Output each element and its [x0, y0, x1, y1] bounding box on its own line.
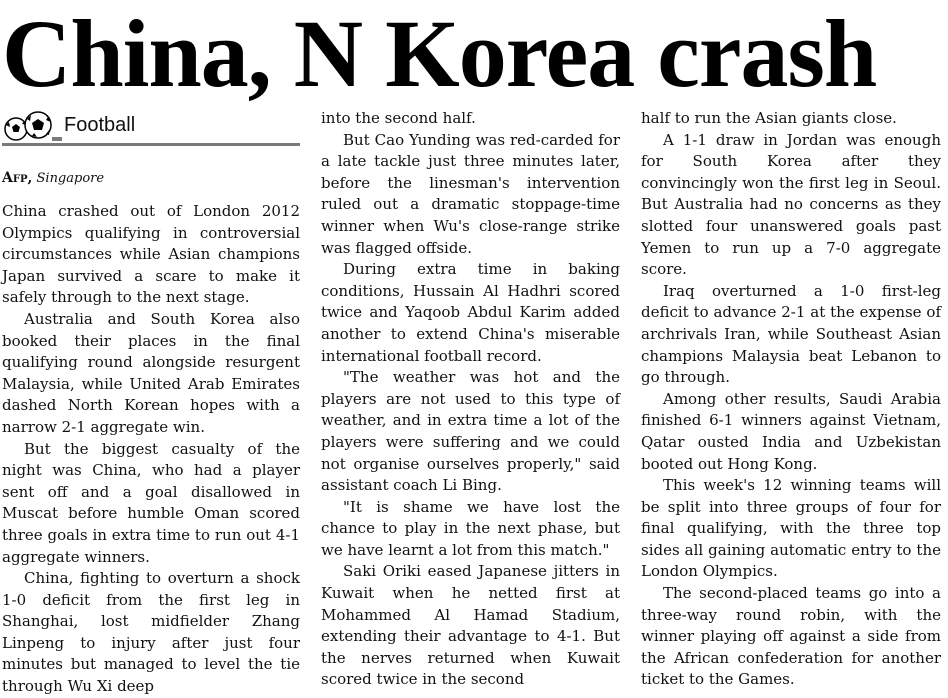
- paragraph: into the second half.: [321, 109, 476, 127]
- paragraph: But the biggest casualty of the night was China, who had a player sent off and a goal disallowed in Muscat before humble Oman scored three goals in extra time to run out 4-1 aggregate winners.: [2, 439, 300, 566]
- section-rule: [2, 143, 300, 146]
- section-label-bar: [2, 110, 300, 146]
- paragraph: "The weather was hot and the players are not used to this type of weather, and in extra time a lot of the players were suffering and we could not organise ourselves properly," said assistant coach Li Bing.: [321, 368, 620, 495]
- football-icon: [2, 111, 62, 141]
- paragraph: Among other results, Saudi Arabia finished 6-1 winners against Vietnam, Qatar ousted India and Uzbekistan booted out Hong Kong.: [641, 389, 941, 473]
- byline-agency: Afp,: [2, 170, 33, 186]
- column-2: [321, 108, 620, 691]
- paragraph: "It is shame we have lost the chance to play in the next phase, but we have learnt a lot from this match.": [321, 497, 620, 559]
- paragraph: China, fighting to overturn a shock 1-0 deficit from the first leg in Shanghai, lost midfielder Zhang Linpeng to injury after just four minutes but managed to level the tie through Wu Xi deep: [2, 569, 300, 696]
- paragraph: Iraq overturned a 1-0 first-leg deficit to advance 2-1 at the expense of archrivals Iran, while Southeast Asian champions Malaysia beat Lebanon to go through.: [641, 281, 941, 387]
- paragraph: During extra time in baking conditions, Hussain Al Hadhri scored twice and Yaqoob Abdul Karim added another to extend China's miserable international football record.: [321, 260, 620, 365]
- paragraph: This week's 12 winning teams will be split into three groups of four for final qualifying, with the three top sides all gaining automatic entry to the London Olympics.: [641, 476, 941, 581]
- paragraph: But Cao Yunding was red-carded for a late tackle just three minutes later, before the linesman's intervention ruled out a dramatic stoppage-time winner when Wu's close-range strike was flagged offside.: [321, 130, 620, 257]
- headline: China, N Korea crash: [2, 0, 877, 107]
- paragraph: The second-placed teams go into a three-way round robin, with the winner playing off against a side from the African confederation for another ticket to the Games.: [641, 584, 941, 689]
- paragraph: A 1-1 draw in Jordan was enough for South Korea after they convincingly won the first leg in Seoul. But Australia had no concerns as they slotted four unanswered goals past Yemen to run up a 7-0 aggregate score.: [641, 130, 941, 279]
- paragraph: Australia and South Korea also booked their places in the final qualifying round alongside resurgent Malaysia, while United Arab Emirates dashed North Korean hopes with a narrow 2-1 aggregate win.: [2, 309, 300, 436]
- paragraph: Saki Oriki eased Japanese jitters in Kuwait when he netted first at Mohammed Al Hamad Stadium, extending their advantage to 4-1. But the nerves returned when Kuwait scored twice in the second: [321, 562, 620, 689]
- paragraph: China crashed out of London 2012 Olympics qualifying in controversial circumstances while Asian champions Japan survived a scare to make it safely through to the next stage.: [2, 202, 300, 307]
- section-label: Football: [64, 114, 136, 137]
- paragraph: half to run the Asian giants close.: [641, 109, 897, 127]
- column-3: [641, 108, 941, 691]
- column-1: [2, 108, 300, 698]
- byline: [2, 170, 300, 187]
- byline-location: Singapore: [36, 171, 105, 186]
